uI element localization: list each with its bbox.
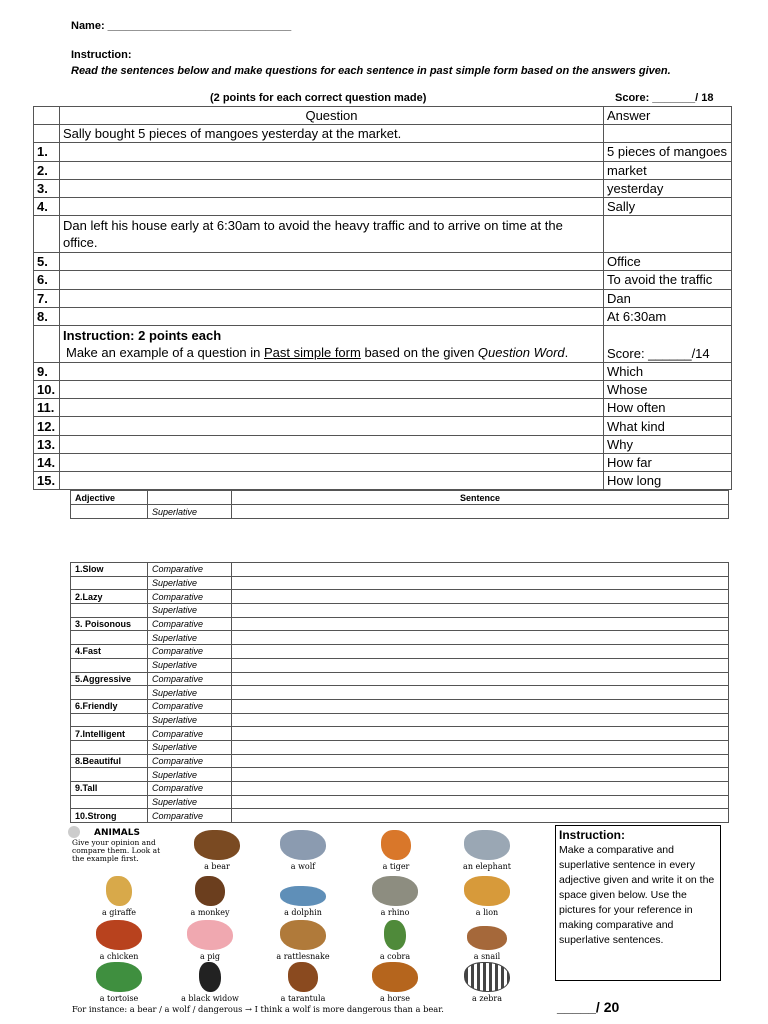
comparative-label: Comparative [148,645,232,659]
superlative-label: Superlative [148,631,232,645]
answer-cell: Which [604,362,732,380]
superlative-label: Superlative [148,576,232,590]
instruction-text: Read the sentences below and make questions for each sentence in past simple form based on the answers given. [71,65,671,77]
col-question-header: Question [60,107,604,125]
table-row [34,362,732,380]
question-input[interactable] [60,253,604,271]
row-number: 5. [34,253,60,271]
animal-label: a pig [199,952,221,961]
sentence-input[interactable] [232,713,729,727]
animal-rhino [350,876,440,917]
comparative-label: Comparative [148,590,232,604]
table-row [34,197,732,215]
table-row [34,381,732,399]
snail-icon [467,926,507,950]
answer-cell: What kind [604,417,732,435]
adjective-cell: 5.Aggressive [71,672,148,686]
sentence-input[interactable] [232,672,729,686]
question-input[interactable] [60,179,604,197]
instruction-label: Instruction: [71,49,132,61]
sentence-input[interactable] [232,809,729,823]
answer-cell: yesterday [604,179,732,197]
instruction-2-pre: Make an example of a question in [66,344,265,360]
table-row [34,453,732,471]
animal-label: a lion [475,908,499,917]
instruction-2-italic: Question Word [477,344,565,360]
animal-tortoise [74,962,164,1003]
adjective-cell: 10.Strong [71,809,148,823]
cobra-icon [384,920,406,950]
row-number: 9. [34,362,60,380]
row-number: 12. [34,417,60,435]
animal-label: a horse [380,994,410,1003]
animal-elephant [442,830,532,871]
adjective-cell: 9.Tall [71,782,148,796]
sentence-input[interactable] [232,617,729,631]
chicken-icon [96,920,142,950]
animal-label: a black widow [181,994,239,1003]
animals-panel [68,826,550,1018]
score-2: Score: ______/14 [604,325,732,362]
sentence-input[interactable] [232,740,729,754]
instruction-box [555,825,721,981]
adjective-cell: 3. Poisonous [71,617,148,631]
table-header-row [34,107,732,125]
animal-label: a tiger [382,862,410,871]
question-input[interactable] [60,435,604,453]
question-input[interactable] [60,362,604,380]
adjective-cell: 6.Friendly [71,699,148,713]
table-row [34,289,732,307]
sentence-input[interactable] [232,658,729,672]
superlative-label: Superlative [148,658,232,672]
animal-dolphin [258,876,348,917]
sentence-input[interactable] [232,699,729,713]
total-score: _____/ 20 [557,999,620,1015]
bullet-icon [68,826,80,838]
sentence-2: Dan left his house early at 6:30am to avoid the heavy traffic and to arrive on time at the office. [60,216,604,253]
adjective-cell: 4.Fast [71,645,148,659]
instruction-box-title: Instruction: [559,828,625,842]
tiger-icon [381,830,411,860]
table-row [34,271,732,289]
sentence-input[interactable] [232,782,729,796]
question-input[interactable] [60,161,604,179]
superlative-label: Superlative [148,505,232,519]
row-number: 15. [34,472,60,490]
animal-tiger [351,830,441,871]
table-row [34,143,732,161]
sentence-input[interactable] [232,645,729,659]
animal-label: a chicken [99,952,139,961]
adjective-header-table [70,490,729,519]
table-row [34,417,732,435]
animal-label: a snail [473,952,501,961]
sentence-input[interactable] [232,631,729,645]
table-row [34,161,732,179]
answer-cell: At 6:30am [604,307,732,325]
animal-label: a rattlesnake [276,952,330,961]
sentence-input[interactable] [232,590,729,604]
question-input[interactable] [60,143,604,161]
animals-example: For instance: a bear / a wolf / dangerous → I think a wolf is more dangerous than a bear. [72,1004,444,1014]
comparative-label: Comparative [148,672,232,686]
comparison-table [70,562,729,823]
adjective-cell: 1.Slow [71,563,148,577]
answer-cell: market [604,161,732,179]
tarantula-icon [288,962,318,992]
answer-cell: Dan [604,289,732,307]
answer-cell: How often [604,399,732,417]
answer-cell: 5 pieces of mangoes [604,143,732,161]
question-input[interactable] [60,453,604,471]
row-number: 8. [34,307,60,325]
animal-cobra [350,920,440,961]
instruction-row [34,325,732,362]
black-widow-icon [199,962,221,992]
sentence-row [34,125,732,143]
animal-horse [350,962,440,1003]
animals-title: ANIMALS [94,828,140,838]
question-input[interactable] [60,399,604,417]
instruction-2-underline: Past simple form [264,344,361,360]
row-number: 10. [34,381,60,399]
adjective-cell: 8.Beautiful [71,754,148,768]
animal-label: a tarantula [280,994,326,1003]
animal-label: a bear [204,862,230,871]
question-input[interactable] [60,381,604,399]
adjective-cell: 7.Intelligent [71,727,148,741]
col-answer-header: Answer [604,107,732,125]
question-input[interactable] [60,271,604,289]
row-number: 14. [34,453,60,471]
sentence-input[interactable] [232,754,729,768]
sentence-input[interactable] [232,727,729,741]
superlative-label: Superlative [148,713,232,727]
instruction-2-text [63,344,600,361]
animal-label: a giraffe [101,908,136,917]
name-field-label: Name: ______________________________ [71,20,292,32]
sentence-1: Sally bought 5 pieces of mangoes yesterday at the market. [60,125,604,143]
comparative-label: Comparative [148,782,232,796]
pig-icon [187,920,233,950]
sentence-input[interactable] [232,686,729,700]
animal-giraffe [74,876,164,917]
answer-cell: Sally [604,197,732,215]
comparative-label: Comparative [148,809,232,823]
row-number: 1. [34,143,60,161]
animal-wolf [258,830,348,871]
animal-pig [165,920,255,961]
row-number: 7. [34,289,60,307]
instruction-2-title: Instruction: 2 points each [63,327,222,343]
table-row [34,307,732,325]
comparative-label: Comparative [148,699,232,713]
sentence-row [34,216,732,253]
horse-icon [372,962,418,992]
sentence-input[interactable] [232,795,729,809]
instruction-box-text: Make a comparative and superlative sentence in every adjective given and write it on the space given below. Use the pictures for your reference in making comparative and superlative sentences. [559,844,715,946]
zebra-icon [464,962,510,992]
row-number: 6. [34,271,60,289]
superlative-label: Superlative [148,795,232,809]
table-row [34,472,732,490]
rhino-icon [372,876,418,906]
bear-icon [194,830,240,860]
sentence-input[interactable] [232,505,729,519]
animal-label: a monkey [190,908,230,917]
sentence-input[interactable] [232,563,729,577]
animal-rattlesnake [258,920,348,961]
animal-tarantula [258,962,348,1003]
sentence-input[interactable] [232,604,729,618]
answer-cell: How long [604,472,732,490]
question-input[interactable] [60,472,604,490]
animal-label: a rhino [380,908,410,917]
animal-snail [442,920,532,961]
answer-cell: Why [604,435,732,453]
row-number: 11. [34,399,60,417]
sentence-input[interactable] [232,768,729,782]
animal-label: an elephant [463,862,511,871]
question-table [33,106,732,490]
table-row [34,253,732,271]
col-sentence-header: Sentence [232,491,729,505]
comparative-label: Comparative [148,563,232,577]
rattlesnake-icon [280,920,326,950]
row-number: 4. [34,197,60,215]
adjective-cell: 2.Lazy [71,590,148,604]
comparative-label: Comparative [148,617,232,631]
superlative-label: Superlative [148,740,232,754]
comparative-label: Comparative [148,754,232,768]
row-number: 3. [34,179,60,197]
sentence-input[interactable] [232,576,729,590]
question-input[interactable] [60,307,604,325]
score-label: Score: _______/ 18 [615,92,714,104]
row-number: 13. [34,435,60,453]
wolf-icon [280,830,326,860]
animal-bear [172,830,262,871]
animal-label: a cobra [379,952,411,961]
tortoise-icon [96,962,142,992]
monkey-icon [195,876,225,906]
animal-monkey [165,876,255,917]
answer-cell: Whose [604,381,732,399]
table-row [34,435,732,453]
superlative-label: Superlative [148,768,232,782]
points-note: (2 points for each correct question made) [210,92,427,104]
animal-lion [442,876,532,917]
question-input[interactable] [60,197,604,215]
lion-icon [464,876,510,906]
col-adjective-header: Adjective [71,491,148,505]
table-row [34,399,732,417]
animal-label: a tortoise [99,994,139,1003]
superlative-label: Superlative [148,604,232,618]
animal-label: a wolf [290,862,316,871]
instruction-2 [60,325,604,362]
row-number: 2. [34,161,60,179]
animal-label: a dolphin [284,908,322,917]
instruction-2-mid: based on the given [360,344,478,360]
comparative-label: Comparative [148,727,232,741]
question-input[interactable] [60,417,604,435]
animals-intro: Give your opinion and compare them. Look at the example first. [72,838,161,863]
instruction-2-end: . [564,344,569,360]
answer-cell: To avoid the traffic [604,271,732,289]
animal-chicken [74,920,164,961]
answer-cell: How far [604,453,732,471]
giraffe-icon [106,876,132,906]
elephant-icon [464,830,510,860]
animal-zebra [442,962,532,1003]
animal-black-widow [165,962,255,1003]
answer-cell: Office [604,253,732,271]
table-row [34,179,732,197]
dolphin-icon [280,886,326,906]
animal-label: a zebra [472,994,502,1003]
question-input[interactable] [60,289,604,307]
superlative-label: Superlative [148,686,232,700]
